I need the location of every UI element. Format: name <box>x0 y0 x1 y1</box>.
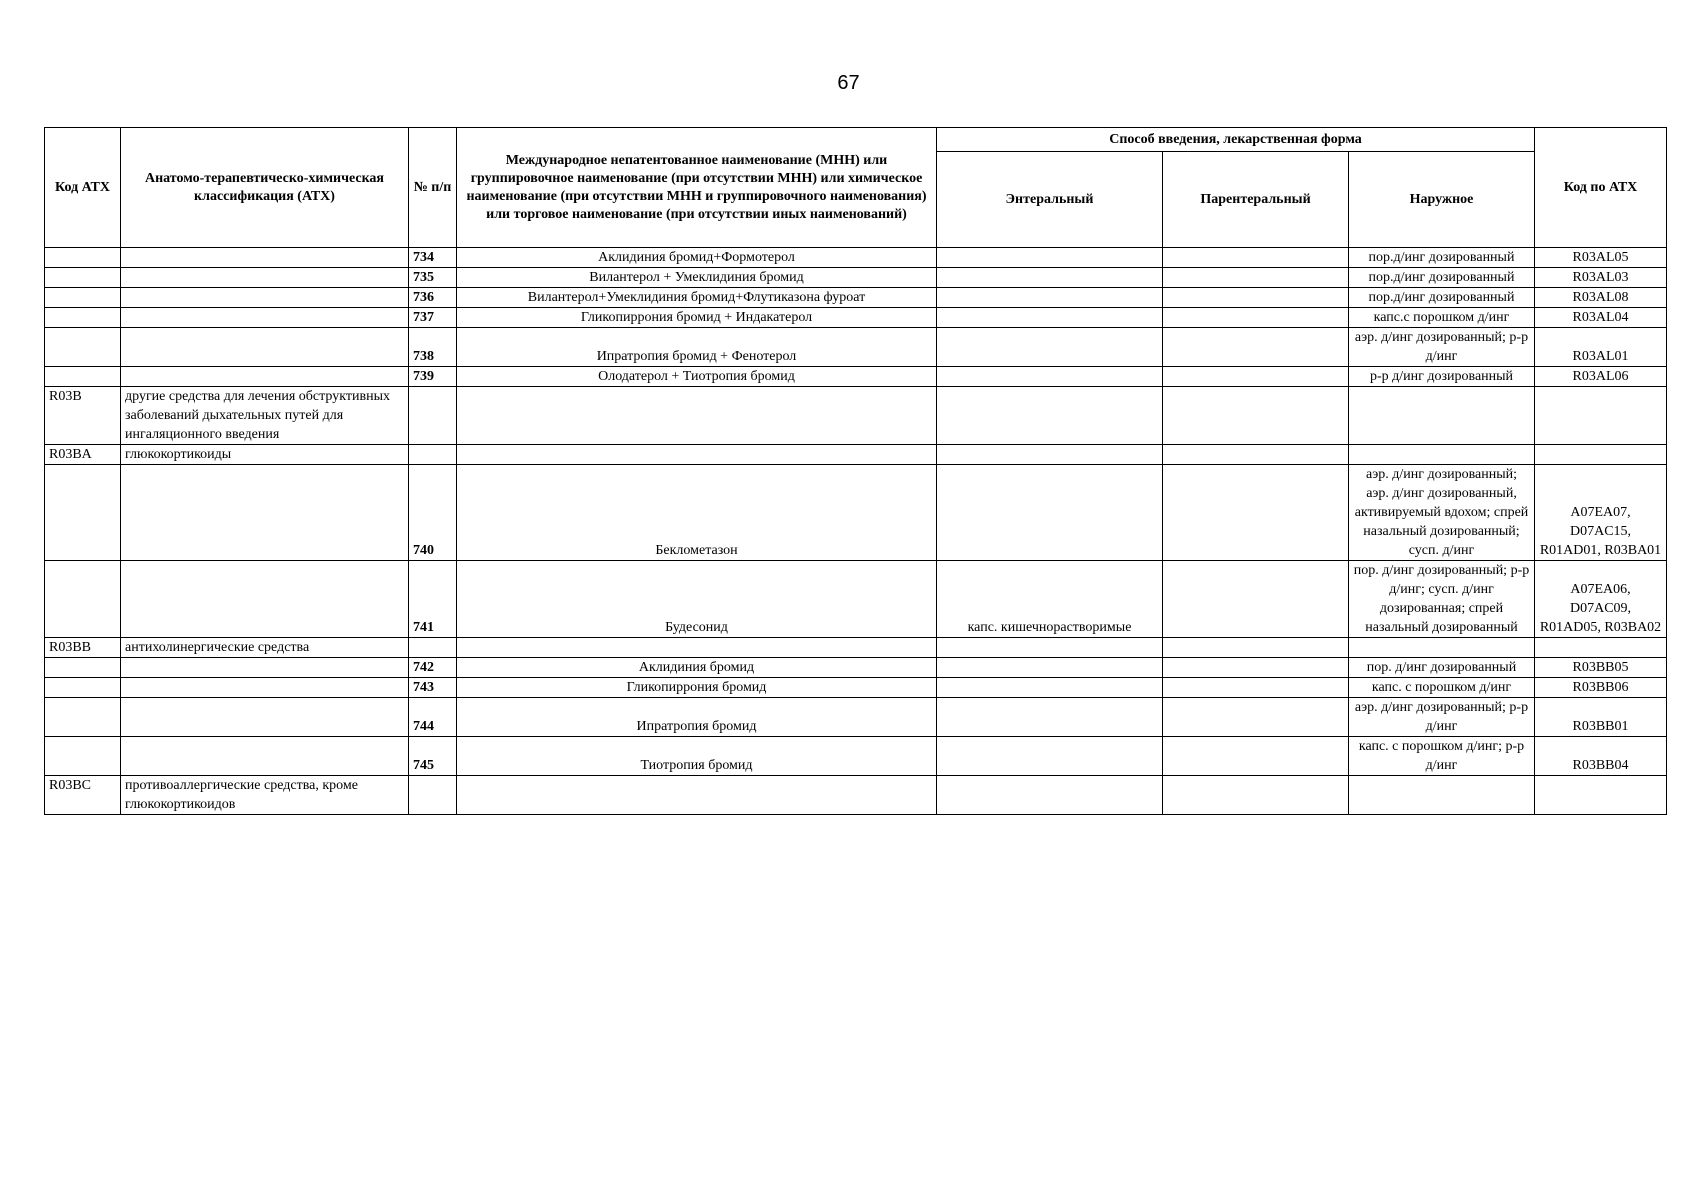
header-parenteral: Парентеральный <box>1163 152 1349 248</box>
cell-enteral <box>937 465 1163 561</box>
table-row <box>45 288 1667 308</box>
cell-classification <box>121 658 409 678</box>
cell-number: 745 <box>409 737 457 776</box>
cell-parenteral <box>1163 658 1349 678</box>
cell-classification: антихолинергические средства <box>121 638 409 658</box>
cell-atc <box>45 658 121 678</box>
cell-external <box>1349 445 1535 465</box>
cell-number: 739 <box>409 367 457 387</box>
cell-code: R03BB01 <box>1535 698 1667 737</box>
table-row <box>45 776 1667 815</box>
cell-name: Гликопиррония бромид <box>457 678 937 698</box>
header-code-atc: Код по АТХ <box>1535 128 1667 248</box>
table-row <box>45 678 1667 698</box>
cell-parenteral <box>1163 737 1349 776</box>
table-row <box>45 308 1667 328</box>
cell-enteral <box>937 367 1163 387</box>
cell-atc <box>45 737 121 776</box>
cell-number <box>409 445 457 465</box>
cell-name: Ипратропия бромид + Фенотерол <box>457 328 937 367</box>
cell-classification <box>121 367 409 387</box>
cell-code: R03AL05 <box>1535 248 1667 268</box>
cell-code: R03AL01 <box>1535 328 1667 367</box>
header-route-group: Способ введения, лекарственная форма <box>937 128 1535 152</box>
cell-enteral <box>937 248 1163 268</box>
cell-parenteral <box>1163 678 1349 698</box>
cell-atc <box>45 367 121 387</box>
cell-external: пор. д/инг дозированный <box>1349 658 1535 678</box>
cell-atc <box>45 678 121 698</box>
cell-external: аэр. д/инг дозированный; аэр. д/инг дозированный, активируемый вдохом; спрей назальный дозированный; сусп. д/инг <box>1349 465 1535 561</box>
cell-classification <box>121 737 409 776</box>
cell-classification <box>121 465 409 561</box>
cell-enteral <box>937 308 1163 328</box>
table-row <box>45 387 1667 445</box>
cell-external <box>1349 776 1535 815</box>
cell-parenteral <box>1163 288 1349 308</box>
cell-code <box>1535 638 1667 658</box>
header-enteral: Энтеральный <box>937 152 1163 248</box>
cell-atc <box>45 561 121 638</box>
table-row <box>45 561 1667 638</box>
cell-external: аэр. д/инг дозированный; р-р д/инг <box>1349 698 1535 737</box>
header-external: Наружное <box>1349 152 1535 248</box>
cell-number: 740 <box>409 465 457 561</box>
cell-name <box>457 776 937 815</box>
cell-atc <box>45 248 121 268</box>
cell-parenteral <box>1163 698 1349 737</box>
cell-parenteral <box>1163 445 1349 465</box>
cell-number: 735 <box>409 268 457 288</box>
table-row <box>45 367 1667 387</box>
drug-table <box>44 127 1667 815</box>
header-name: Международное непатентованное наименование (МНН) или группировочное наименование (при отсутствии МНН) или химическое наименование (при отсутствии МНН и группировочного наименования) или торговое наименование (при отсутствии иных наименований) <box>457 128 937 248</box>
cell-number: 736 <box>409 288 457 308</box>
cell-enteral <box>937 288 1163 308</box>
cell-number <box>409 776 457 815</box>
table-row <box>45 328 1667 367</box>
cell-parenteral <box>1163 638 1349 658</box>
cell-name: Беклометазон <box>457 465 937 561</box>
cell-parenteral <box>1163 308 1349 328</box>
cell-atc: R03BA <box>45 445 121 465</box>
cell-atc: R03BB <box>45 638 121 658</box>
cell-code: R03BB05 <box>1535 658 1667 678</box>
cell-code <box>1535 445 1667 465</box>
cell-classification: другие средства для лечения обструктивных заболеваний дыхательных путей для ингаляционного введения <box>121 387 409 445</box>
cell-code: A07EA07, D07AC15, R01AD01, R03BA01 <box>1535 465 1667 561</box>
table-row <box>45 737 1667 776</box>
cell-classification <box>121 248 409 268</box>
cell-external: аэр. д/инг дозированный; р-р д/инг <box>1349 328 1535 367</box>
cell-enteral <box>937 658 1163 678</box>
cell-name: Вилантерол + Умеклидиния бромид <box>457 268 937 288</box>
cell-name: Будесонид <box>457 561 937 638</box>
cell-code: R03AL06 <box>1535 367 1667 387</box>
cell-classification: противоаллергические средства, кроме глюкокортикоидов <box>121 776 409 815</box>
cell-name: Тиотропия бромид <box>457 737 937 776</box>
cell-parenteral <box>1163 387 1349 445</box>
cell-enteral <box>937 638 1163 658</box>
cell-external <box>1349 387 1535 445</box>
cell-classification: глюкокортикоиды <box>121 445 409 465</box>
cell-enteral <box>937 776 1163 815</box>
cell-parenteral <box>1163 268 1349 288</box>
cell-parenteral <box>1163 776 1349 815</box>
cell-atc <box>45 465 121 561</box>
cell-external: пор.д/инг дозированный <box>1349 268 1535 288</box>
cell-enteral <box>937 445 1163 465</box>
cell-atc <box>45 268 121 288</box>
cell-parenteral <box>1163 328 1349 367</box>
cell-classification <box>121 308 409 328</box>
cell-name: Ипратропия бромид <box>457 698 937 737</box>
cell-external: пор. д/инг дозированный; р-р д/инг; сусп. д/инг дозированная; спрей назальный дозированный <box>1349 561 1535 638</box>
cell-number: 738 <box>409 328 457 367</box>
header-atc-code: Код АТХ <box>45 128 121 248</box>
cell-name: Олодатерол + Тиотропия бромид <box>457 367 937 387</box>
table-row <box>45 445 1667 465</box>
cell-classification <box>121 288 409 308</box>
cell-name <box>457 638 937 658</box>
cell-external: пор.д/инг дозированный <box>1349 288 1535 308</box>
cell-parenteral <box>1163 367 1349 387</box>
cell-classification <box>121 328 409 367</box>
cell-number: 741 <box>409 561 457 638</box>
cell-code <box>1535 776 1667 815</box>
cell-external <box>1349 638 1535 658</box>
cell-code: R03AL08 <box>1535 288 1667 308</box>
cell-enteral <box>937 328 1163 367</box>
cell-enteral <box>937 678 1163 698</box>
header-number: № п/п <box>409 128 457 248</box>
cell-name: Аклидиния бромид <box>457 658 937 678</box>
cell-code: R03AL04 <box>1535 308 1667 328</box>
cell-name <box>457 387 937 445</box>
header-classification: Анатомо-терапевтическо-химическая классификация (АТХ) <box>121 128 409 248</box>
cell-number: 743 <box>409 678 457 698</box>
cell-enteral <box>937 737 1163 776</box>
cell-enteral <box>937 387 1163 445</box>
cell-number: 737 <box>409 308 457 328</box>
cell-parenteral <box>1163 248 1349 268</box>
cell-classification <box>121 698 409 737</box>
cell-parenteral <box>1163 561 1349 638</box>
header-row-top <box>45 128 1667 152</box>
cell-name: Гликопиррония бромид + Индакатерол <box>457 308 937 328</box>
cell-number: 734 <box>409 248 457 268</box>
cell-code: R03BB06 <box>1535 678 1667 698</box>
table-row <box>45 658 1667 678</box>
cell-atc <box>45 308 121 328</box>
cell-parenteral <box>1163 465 1349 561</box>
cell-name: Аклидиния бромид+Формотерол <box>457 248 937 268</box>
cell-code: R03BB04 <box>1535 737 1667 776</box>
cell-external: капс.с порошком д/инг <box>1349 308 1535 328</box>
cell-number <box>409 387 457 445</box>
cell-enteral <box>937 698 1163 737</box>
cell-code <box>1535 387 1667 445</box>
cell-external: капс. с порошком д/инг <box>1349 678 1535 698</box>
cell-classification <box>121 268 409 288</box>
cell-code: A07EA06, D07AC09, R01AD05, R03BA02 <box>1535 561 1667 638</box>
cell-atc: R03B <box>45 387 121 445</box>
table-row <box>45 268 1667 288</box>
cell-code: R03AL03 <box>1535 268 1667 288</box>
cell-classification <box>121 678 409 698</box>
cell-atc <box>45 698 121 737</box>
cell-classification <box>121 561 409 638</box>
cell-number: 744 <box>409 698 457 737</box>
table-row <box>45 465 1667 561</box>
cell-external: пор.д/инг дозированный <box>1349 248 1535 268</box>
cell-name <box>457 445 937 465</box>
cell-external: капс. с порошком д/инг; р-р д/инг <box>1349 737 1535 776</box>
cell-atc <box>45 328 121 367</box>
cell-atc <box>45 288 121 308</box>
cell-number: 742 <box>409 658 457 678</box>
cell-enteral <box>937 268 1163 288</box>
cell-number <box>409 638 457 658</box>
table-row <box>45 698 1667 737</box>
cell-name: Вилантерол+Умеклидиния бромид+Флутиказона фуроат <box>457 288 937 308</box>
cell-atc: R03BC <box>45 776 121 815</box>
table-row <box>45 638 1667 658</box>
page-number: 67 <box>837 72 860 94</box>
table-row <box>45 248 1667 268</box>
cell-external: р-р д/инг дозированный <box>1349 367 1535 387</box>
cell-enteral: капс. кишечнорастворимые <box>937 561 1163 638</box>
